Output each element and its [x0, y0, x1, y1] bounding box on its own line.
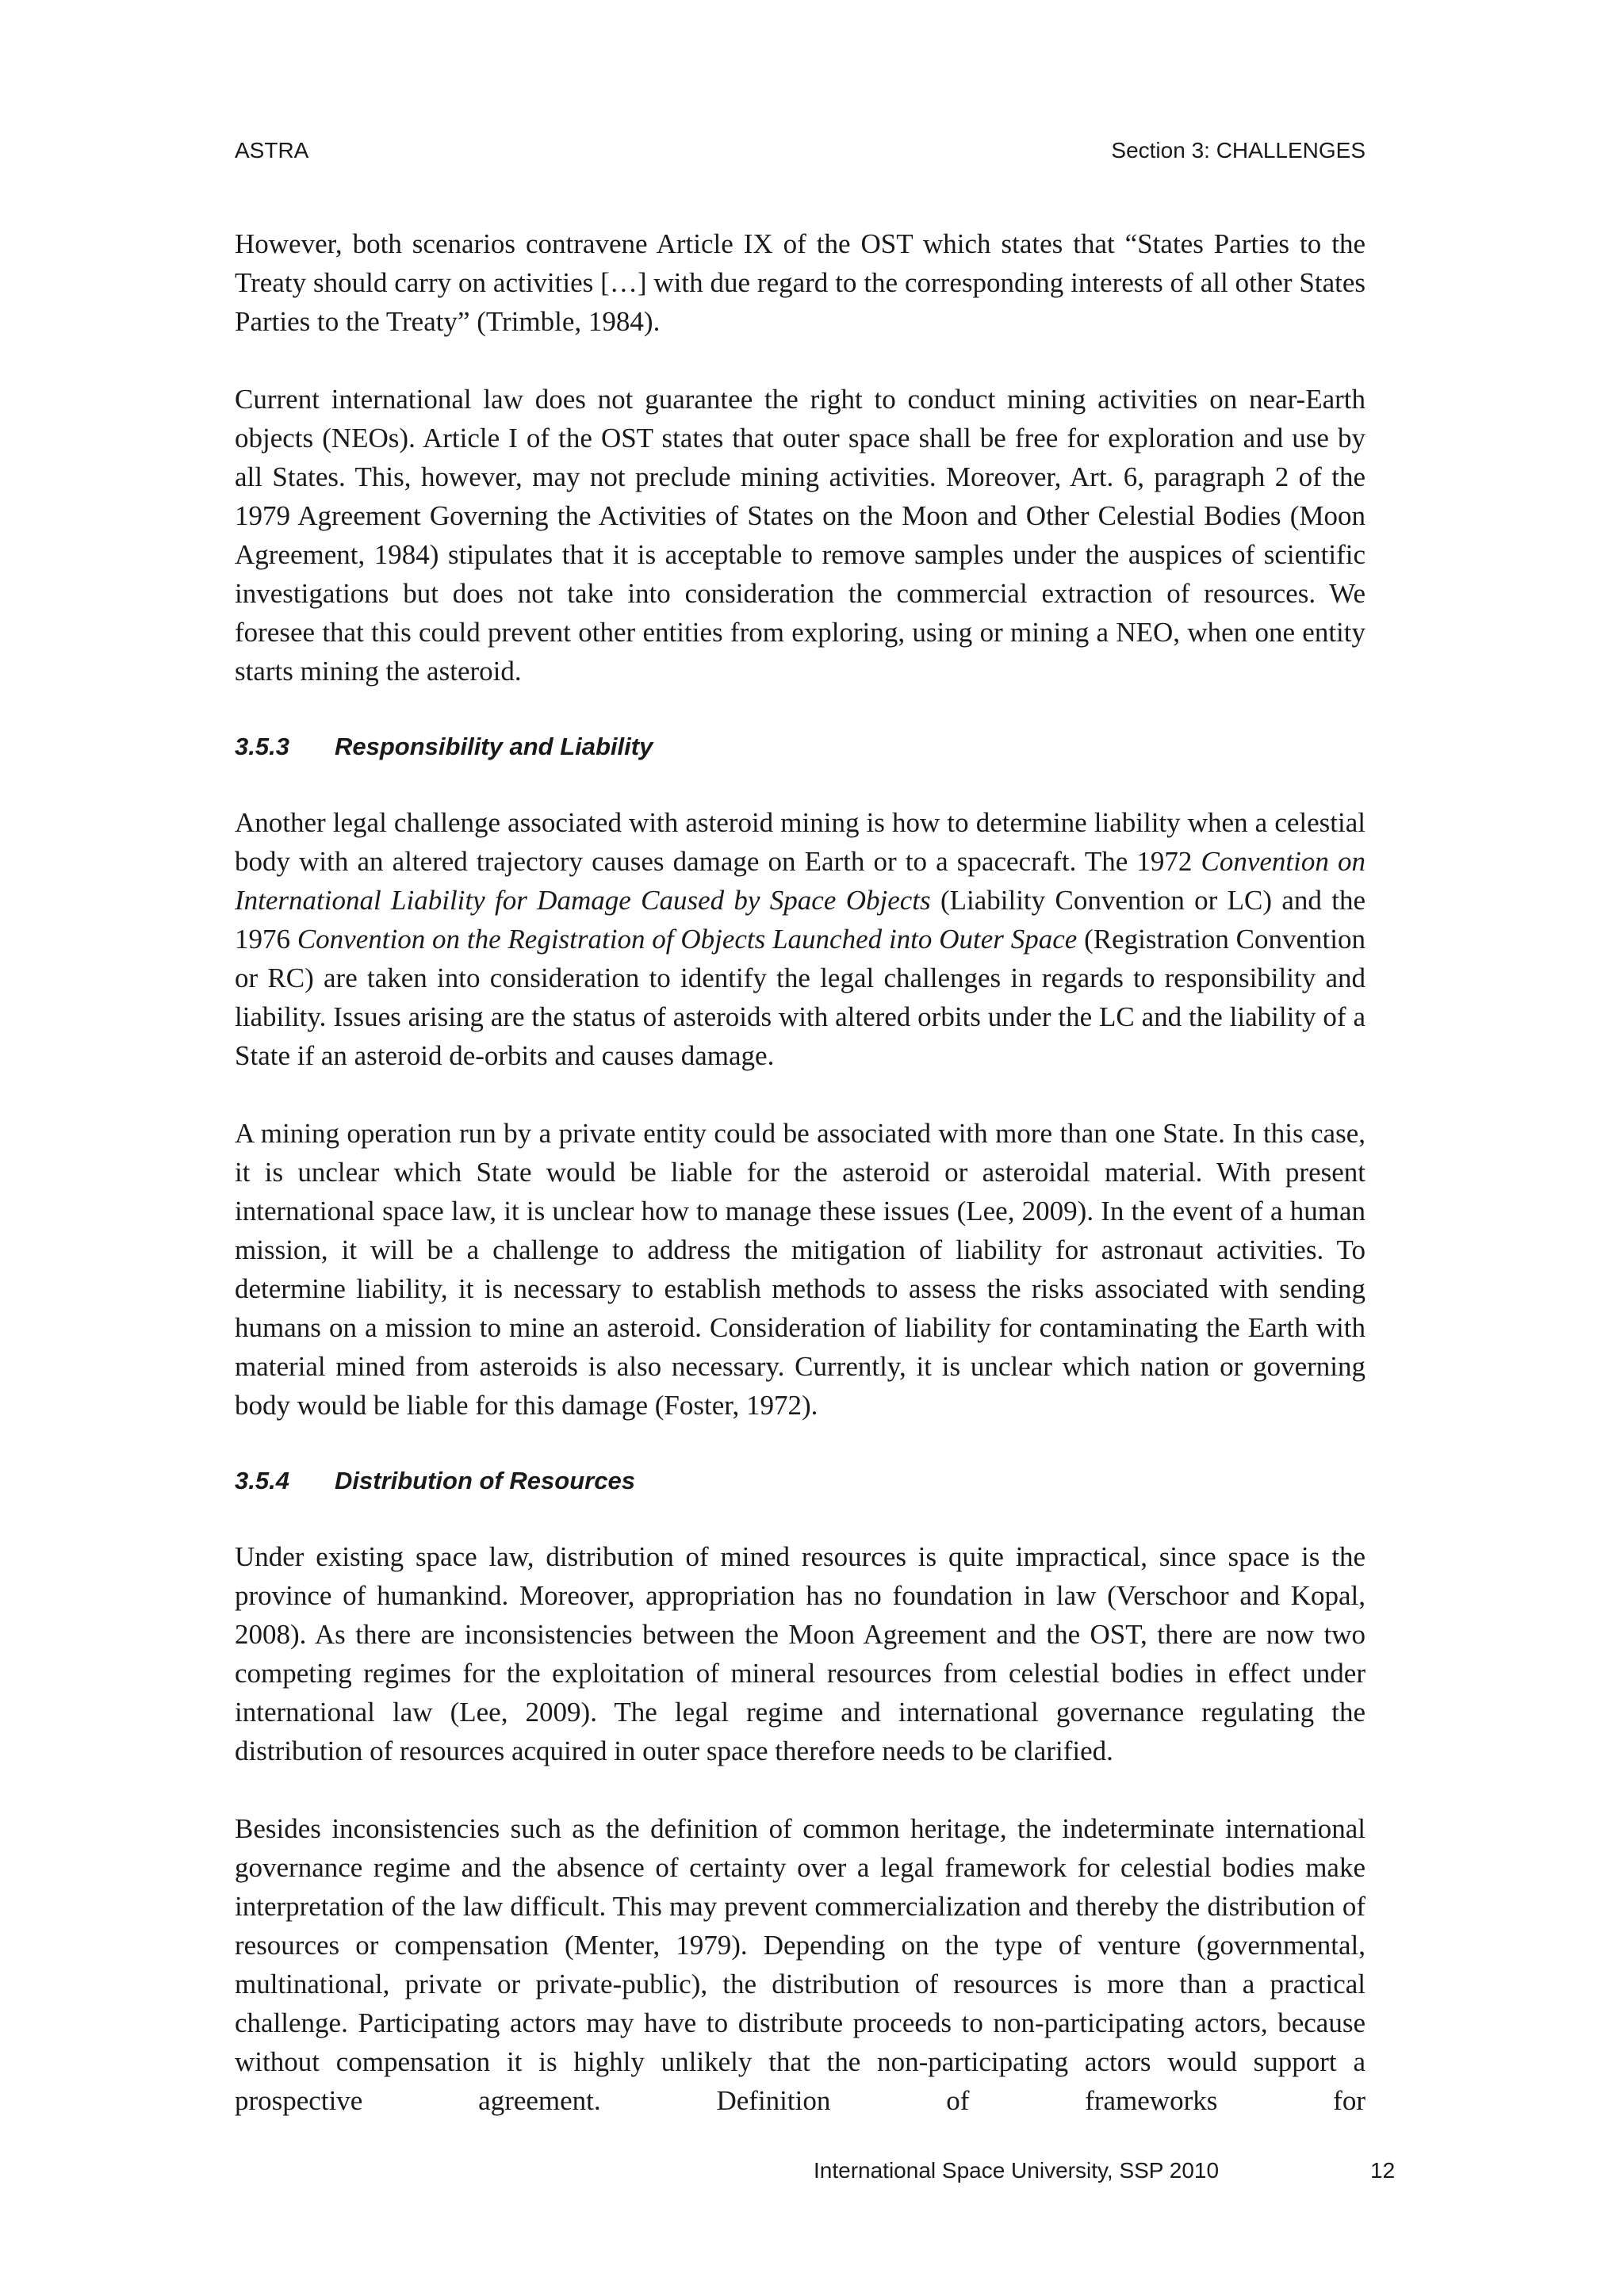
- text-run: Another legal challenge associated with asteroid mining is how to determine liability when a celestial body with an altered trajectory causes damage on Earth or to a spacecraft. The 1972: [235, 807, 1365, 877]
- footer-institution: International Space University, SSP 2010: [814, 2158, 1220, 2183]
- header-right: Section 3: CHALLENGES: [1111, 138, 1365, 163]
- page-number: 12: [1370, 2158, 1396, 2183]
- liability-convention-title: Convention on International Liability for Damage Caused by Space Objects: [235, 846, 1365, 916]
- paragraph-international-law: Current international law does not guarantee the right to conduct mining activities on near-Earth objects (NEOs). Article I of the OST states that outer space shall be free for exploration and use by all States. This, however, may not preclude mining activities. Moreover, Art. 6, paragraph 2 of the 1979 Agreement Governing the Activities of States on the Moon and Other Celestial Bodies (Moon Agreement, 1984) stipulates that it is acceptable to remove samples under the auspices of scientific investigations but does not take into consideration the commercial extraction of resources. We foresee that this could prevent other entities from exploring, using or mining a NEO, when one entity starts mining the asteroid.: [235, 384, 1365, 687]
- section-heading-3-5-3: [235, 729, 1365, 764]
- text-run: (Registration Convention or RC) are taken into consideration to identify the legal challenges in regards to responsibility and liability. Issues arising are the status of asteroids with altered orbits under the LC and the liability of a State if an asteroid de-orbits and causes damage.: [235, 924, 1365, 1071]
- paragraph-distribution-law: Under existing space law, distribution of mined resources is quite impractical, since space is the province of humankind. Moreover, appropriation has no foundation in law (Verschoor and Kopal, 2008). As there are inconsistencies between the Moon Agreement and the OST, there are now two competing regimes for the exploitation of mineral resources from celestial bodies in effect under international law (Lee, 2009). The legal regime and international governance regulating the distribution of resources acquired in outer space therefore needs to be clarified.: [235, 1541, 1365, 1766]
- text-run: (Liability Convention or LC) and the 1976: [235, 885, 1365, 955]
- paragraph-ost-article-ix: However, both scenarios contravene Article IX of the OST which states that “States Parties to the Treaty should carry on activities […] with due regard to the corresponding interests of all other States Parties to the Treaty” (Trimble, 1984).: [235, 228, 1365, 337]
- body-content: [235, 224, 1365, 2120]
- header-left: ASTRA: [235, 138, 309, 163]
- section-title: Distribution of Resources: [335, 1467, 635, 1494]
- section-number: 3.5.4: [235, 1467, 289, 1494]
- running-header: [235, 135, 1365, 166]
- paragraph-private-entity-liability: A mining operation run by a private entity could be associated with more than one State. In this case, it is unclear which State would be liable for the asteroid or asteroidal material. With present international space law, it is unclear how to manage these issues (Lee, 2009). In the event of a human mission, it will be a challenge to address the mitigation of liability for astronaut activities. To determine liability, it is necessary to establish methods to assess the risks associated with sending humans on a mission to mine an asteroid. Consideration of liability for contaminating the Earth with material mined from asteroids is also necessary. Currently, it is unclear which nation or governing body would be liable for this damage (Foster, 1972).: [235, 1118, 1365, 1421]
- paragraph-common-heritage: Besides inconsistencies such as the definition of common heritage, the indeterminate international governance regime and the absence of certainty over a legal framework for celestial bodies make interpretation of the law difficult. This may prevent commercialization and thereby the distribution of resources or compensation (Menter, 1979). Depending on the type of venture (governmental, multinational, private or private-public), the distribution of resources is more than a practical challenge. Participating actors may have to distribute proceeds to non-participating actors, because without compensation it is highly unlikely that the non-participating actors would support a prospective agreement. Definition of frameworks for: [235, 1813, 1365, 2116]
- section-title: Responsibility and Liability: [335, 733, 653, 760]
- registration-convention-title: Convention on the Registration of Objects Launched into Outer Space: [297, 924, 1078, 955]
- paragraph-liability-conventions: [235, 803, 1365, 1075]
- section-number: 3.5.3: [235, 733, 289, 760]
- section-heading-3-5-4: [235, 1464, 1365, 1498]
